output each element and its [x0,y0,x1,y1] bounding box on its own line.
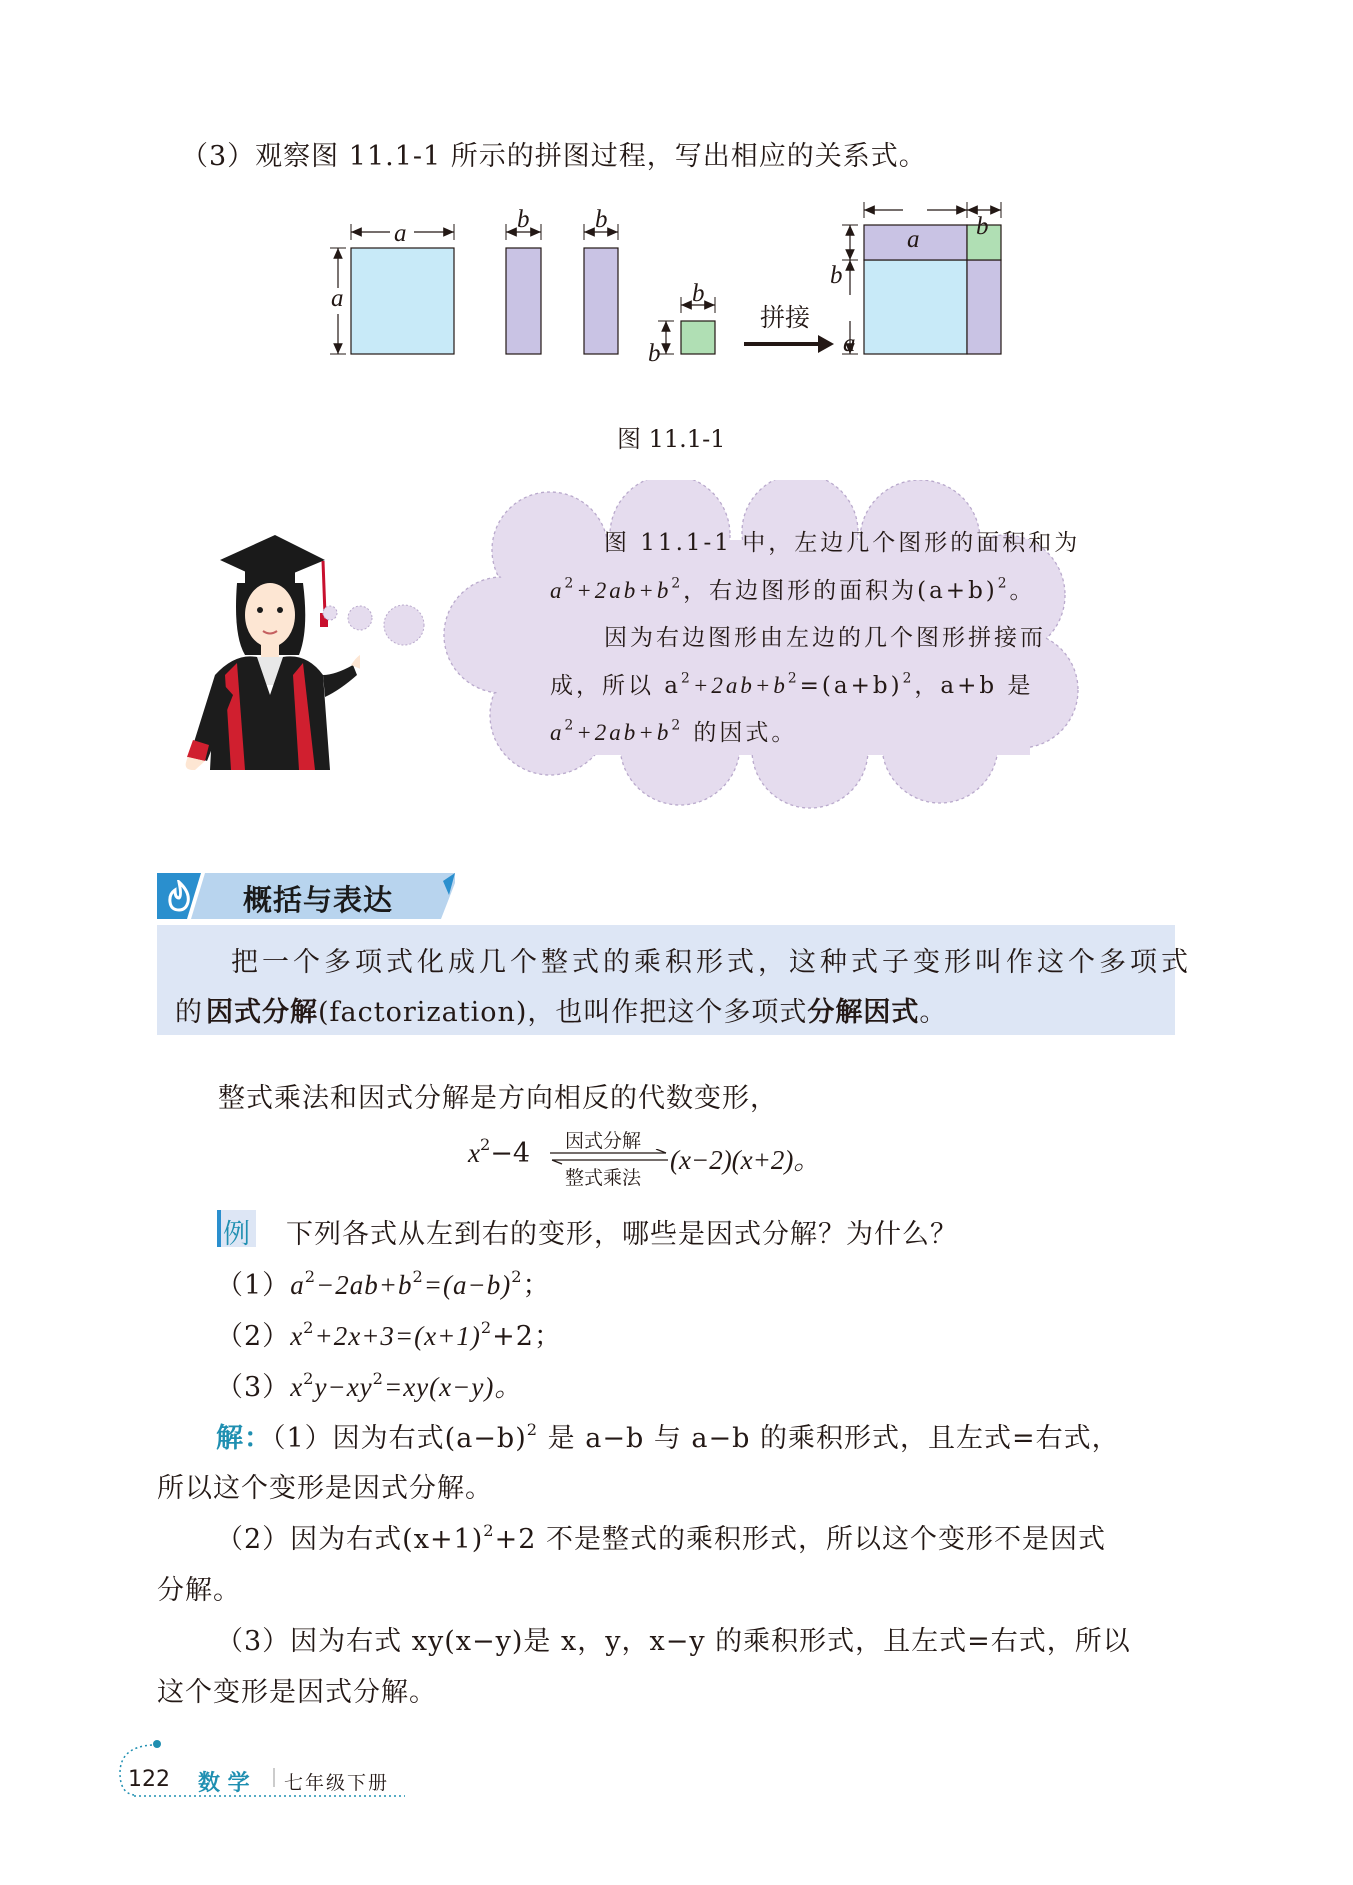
label-b-combined-top: b [976,213,989,240]
thought-dots [310,595,430,655]
solution-1-line-2: 所以这个变形是因式分解。 [157,1473,493,1504]
label-a-combined-top: a [907,226,920,253]
label-b-square-left: b [648,340,661,367]
square-a [351,248,454,354]
example-badge: 例 [223,1219,250,1250]
summary-line-1: 把一个多项式化成几个整式的乘积形式，这种式子变形叫作这个多项式 [231,947,1192,978]
combined-square-a [864,260,967,354]
section-title: 概括与表达 [243,883,394,917]
bubble-line-5: $a^2+2ab+b^2$ 的因式。 [550,717,798,746]
flame-icon [166,880,192,912]
bubble-line-3: 因为右边图形由左边的几个图形拼接而 [604,625,1046,651]
label-b-combined-left: b [830,262,843,289]
footer-grade: 七年级下册 [284,1772,390,1794]
summary-line-2: 的因式分解(factorization)，也叫作把这个多项式分解因式。 [175,997,951,1028]
body-p1: 整式乘法和因式分解是方向相反的代数变形， [218,1083,778,1114]
figure-11-1-1 [0,175,1353,385]
solution-3-line-1: （3）因为右式 xy(x−y)是 x，y，x−y 的乘积形式，且左式=右式，所以 [216,1626,1131,1657]
question-3: （3）观察图 11.1-1 所示的拼图过程，写出相应的关系式。 [181,141,927,172]
bubble-line-4: 成，所以 $a^2+2ab+b^2=(a+b)^2$，a+b 是 [550,670,1034,699]
section-banner [157,873,455,919]
label-a-left: a [331,285,344,312]
label-a-top: a [394,220,407,247]
equation-left: $x^2-4$ [468,1134,531,1169]
rect-ab-1 [506,248,541,354]
label-b-square-top: b [692,280,705,307]
example-item-3: $(3)x^2y-xy^2=xy(x-y)$。 [216,1368,523,1403]
example-item-2: $(2)x^2+2x+3=(x+1)^2+2$； [216,1317,562,1352]
example-item-1: $(1)a^2-2ab+b^2=(a-b)^2$； [216,1266,551,1301]
bubble-line-1: 图 11.1-1 中，左边几个图形的面积和为 [604,530,1081,556]
solution-2-line-2: 分解。 [157,1575,241,1606]
figure-caption: 图 11.1-1 [617,425,726,453]
solution-2-line-1: （2）因为右式$(x+1)^2+2$ 不是整式的乘积形式，所以这个变形不是因式 [216,1520,1106,1555]
equation-bottom-label: 整式乘法 [565,1167,642,1189]
solution-1-line-1: 解：（1）因为右式$(a-b)^2$ 是 a−b 与 a−b 的乘积形式，且左式=右式， [216,1419,1120,1454]
square-b [681,321,715,354]
combined-rect-right [967,260,1001,354]
label-a-combined-left: a [843,330,856,357]
equation-top-label: 因式分解 [565,1130,642,1152]
bubble-line-2: $a^2+2ab+b^2$，右边图形的面积为$(a+b)^2$。 [550,575,1036,604]
rect-ab-2 [584,248,618,354]
label-b-rect1: b [517,206,530,233]
equation-right: (x−2)(x+2)。 [670,1145,821,1175]
example-prompt: 下列各式从左到右的变形，哪些是因式分解？为什么？ [286,1219,958,1250]
footer-subject: 数 学 [198,1771,250,1796]
page-number: 122 [128,1767,170,1792]
solution-3-line-2: 这个变形是因式分解。 [157,1677,437,1708]
label-b-rect2: b [595,206,608,233]
arrow-label: 拼接 [760,303,811,332]
